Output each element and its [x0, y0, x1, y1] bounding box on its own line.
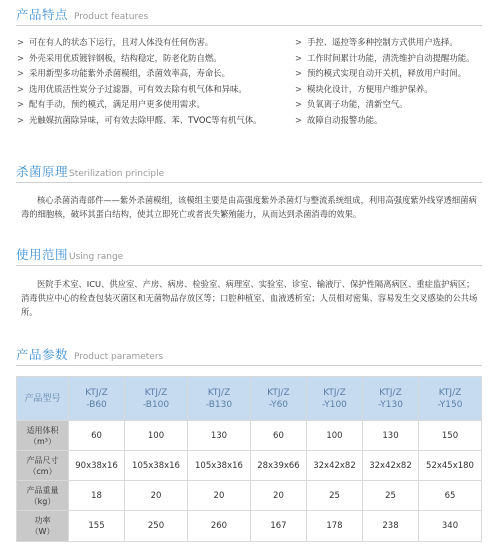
chevron-right-icon: >: [295, 99, 303, 109]
table-cell: 60: [69, 421, 125, 451]
list-item: > 工作时间累计功能，清洗维护自动提醒功能。: [295, 52, 475, 63]
chevron-right-icon: >: [17, 37, 25, 47]
table-cell: 150: [419, 421, 482, 451]
principle-text: 核心杀菌消毒部件——紫外杀菌模组，该模组主要是由高强度紫外杀菌灯与整流系统组成，利用高强度紫外线穿透细菌病毒的细胞核，破坏其蛋白结构，使其立即死亡或者丧失繁殖能力，从而达到杀菌消毒的效果。: [21, 195, 477, 219]
chevron-right-icon: >: [295, 68, 303, 78]
column-header: KTJ/Z -B100: [125, 377, 188, 421]
table-cell: 105x38x16: [125, 451, 188, 481]
table-cell: 178: [306, 511, 362, 542]
table-cell: 90x38x16: [69, 451, 125, 481]
table-cell: 260: [187, 511, 250, 542]
table-cell: 65: [419, 481, 482, 511]
table-cell: 60: [250, 421, 306, 451]
table-cell: 20: [187, 481, 250, 511]
list-item: > 光触媒抗菌除异味，可有效去除甲醛、苯、TVOC等有机气体。: [17, 114, 262, 125]
chevron-right-icon: >: [295, 114, 303, 125]
chevron-right-icon: >: [17, 114, 25, 125]
table-cell: 155: [69, 511, 125, 542]
list-item: > 预约模式实现自动开关机，释放用户时间。: [295, 68, 467, 78]
column-header: KTJ/Z -Y60: [250, 377, 306, 421]
chevron-right-icon: >: [17, 52, 25, 63]
table-cell: 100: [125, 421, 188, 451]
table-row: [17, 481, 482, 511]
table-cell: 105x38x16: [187, 451, 250, 481]
table-row: [17, 421, 482, 451]
features-title: 产品特点: [16, 7, 69, 22]
table-header-row: [17, 377, 482, 421]
table-cell: 130: [187, 421, 250, 451]
table-cell: 32x42x82: [306, 451, 362, 481]
table-cell: 25: [306, 481, 362, 511]
column-header: KTJ/Z -B130: [187, 377, 250, 421]
list-item: > 可在有人的状态下运行，且对人体没有任何伤害。: [17, 37, 214, 47]
chevron-right-icon: >: [17, 68, 25, 78]
usage-subtitle: Using range: [69, 252, 124, 262]
table-cell: 340: [419, 511, 482, 542]
features-heading: [16, 7, 482, 26]
list-item: > 配有手动，预约模式，满足用户更多使用需求。: [17, 99, 205, 109]
table-cell: 167: [250, 511, 306, 542]
table-cell: 130: [362, 421, 418, 451]
list-item: > 负氧离子功能，清新空气。: [295, 99, 408, 109]
features-list-left: [17, 35, 262, 128]
list-item: > 模块化设计，方便用户维护保养。: [295, 83, 433, 94]
usage-text: 医院手术室、ICU、供应室、产房、病房、检验室、病理室、实验室、诊室、输液厅、保护性隔离病区、重症监护病区；消毒供应中心的检查包装灭菌区和无菌物品存放区等；口腔种植室、血液透析室；人员相对密集、容易发生交叉感染的公共场所。: [21, 279, 478, 317]
usage-title: 使用范围: [16, 247, 69, 262]
chevron-right-icon: >: [295, 52, 303, 63]
principle-heading: [16, 164, 482, 183]
params-table: [16, 376, 482, 542]
table-cell: 100: [306, 421, 362, 451]
chevron-right-icon: >: [295, 83, 303, 94]
chevron-right-icon: >: [17, 99, 25, 109]
list-item: > 选用优质活性炭分子过滤器，可有效去除有机气体和异味。: [17, 83, 247, 94]
principle-title: 杀菌原理: [16, 164, 69, 179]
table-row: [17, 511, 482, 542]
table-cell: 20: [125, 481, 188, 511]
principle-subtitle: Sterilization principle: [69, 169, 165, 179]
table-row: [17, 451, 482, 481]
params-title: 产品参数: [16, 347, 69, 362]
column-header: KTJ/Z -Y130: [362, 377, 418, 421]
params-subtitle: Product parameters: [74, 352, 164, 362]
column-header: KTJ/Z -Y150: [419, 377, 482, 421]
table-cell: 20: [250, 481, 306, 511]
list-item: > 采用新型多功能紫外杀菌模组，杀菌效率高，寿命长。: [17, 68, 231, 78]
table-cell: 250: [125, 511, 188, 542]
column-header-model: 产品型号: [17, 377, 69, 421]
row-label-weight: 产品重量 （kg）: [17, 481, 69, 511]
table-cell: 52x45x180: [419, 451, 482, 481]
list-item: > 手控、遥控等多种控制方式供用户选择。: [295, 37, 458, 47]
table-cell: 238: [362, 511, 418, 542]
list-item: > 故障自动报警功能。: [295, 114, 383, 125]
column-header: KTJ/Z -Y100: [306, 377, 362, 421]
table-cell: 25: [362, 481, 418, 511]
list-item: > 外壳采用优质镀锌钢板，结构稳定，防老化防自燃。: [17, 52, 222, 63]
usage-heading: [16, 247, 482, 266]
params-heading: [16, 347, 482, 366]
table-cell: 28x39x66: [250, 451, 306, 481]
row-label-power: 功率 （W）: [17, 511, 69, 542]
row-label-size: 产品尺寸 （cm）: [17, 451, 69, 481]
table-cell: 32x42x82: [362, 451, 418, 481]
features-list-right: [295, 35, 475, 128]
chevron-right-icon: >: [295, 37, 303, 47]
table-cell: 18: [69, 481, 125, 511]
features-subtitle: Product features: [74, 12, 149, 22]
row-label-volume: 适用体积 （m³）: [17, 421, 69, 451]
chevron-right-icon: >: [17, 83, 25, 94]
column-header: KTJ/Z -B60: [69, 377, 125, 421]
